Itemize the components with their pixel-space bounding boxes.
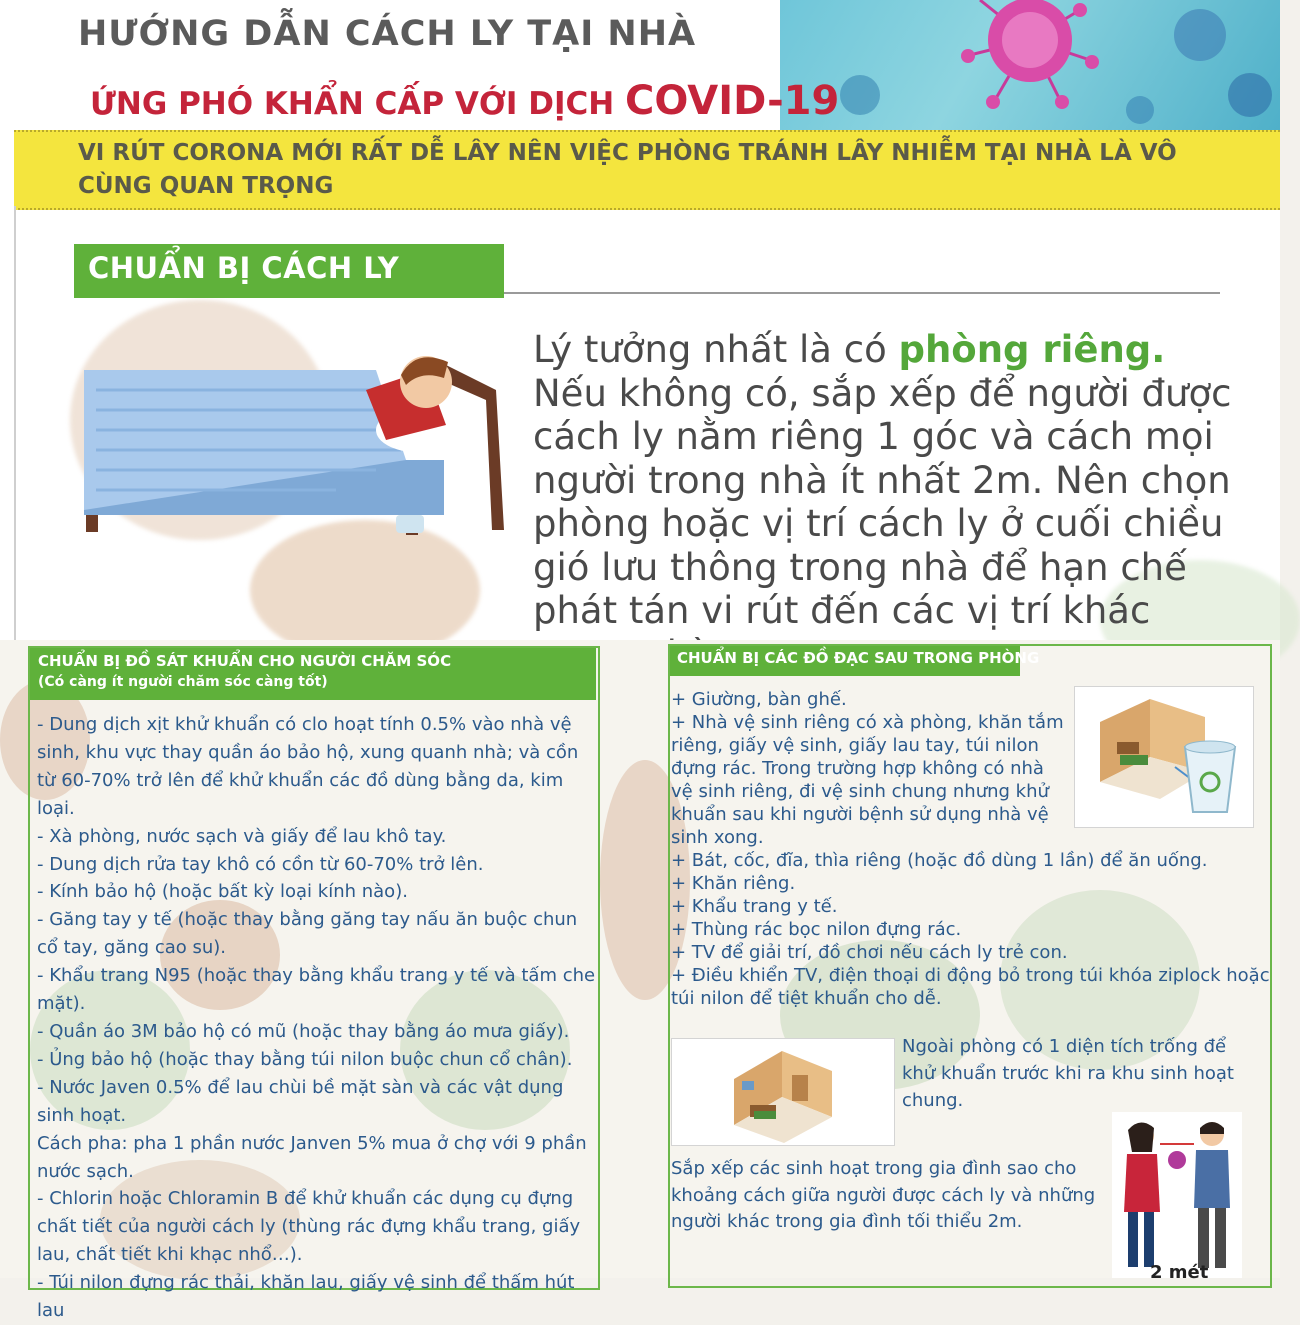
room-heading: CHUẨN BỊ CÁC ĐỒ ĐẠC SAU TRONG PHÒNG	[677, 649, 1040, 667]
coronavirus-icon	[780, 0, 1280, 130]
subtitle-covid: COVID-19	[625, 78, 840, 124]
list-item: - Kính bảo hộ (hoặc bất kỳ loại kính nào).	[37, 881, 408, 903]
distance-label: 2 mét	[1150, 1262, 1209, 1283]
list-item: - Nước Javen 0.5% để lau chùi bề mặt sàn và các vật dụng sinh hoạt.	[37, 1076, 564, 1126]
list-item: + Điều khiển TV, điện thoại di động bỏ trong túi khóa ziplock hoặc túi nilon để tiệt khuẩn cho dễ.	[671, 965, 1270, 1009]
page-subtitle	[90, 78, 839, 124]
list-item: - Túi nilon đựng rác thải, khăn lau, giấy vệ sinh để thấm hút lau	[37, 1272, 575, 1322]
paragraph-highlight: phòng riêng.	[898, 328, 1166, 371]
list-item: - Quần áo 3M bảo hộ có mũ (hoặc thay bằng áo mưa giấy).	[37, 1020, 570, 1042]
list-item: Cách pha: pha 1 phần nước Janven 5% mua ở chợ với 9 phần nước sạch.	[37, 1132, 587, 1182]
list-item: + TV để giải trí, đồ chơi nếu cách ly trẻ con.	[671, 942, 1068, 963]
distance-note: Sắp xếp các sinh hoạt trong gia đình sao cho khoảng cách giữa người được cách ly và những người khác trong gia đình tối thiểu 2m.	[671, 1158, 1096, 1232]
paragraph-text: Nếu không có, sắp xếp để người được cách ly nằm riêng 1 góc và cách mọi người trong nhà ít nhất 2m. Nên chọn phòng hoặc vị trí cách ly ở cuối chiều gió lưu thông trong nhà để hạn chế phát tán vi rút đến các vị trí khác	[533, 371, 1232, 632]
banner-text: VI RÚT CORONA MỚI RẤT DỄ LÂY NÊN VIỆC PHÒNG TRÁNH LÂY NHIỄM TẠI NHÀ LÀ VÔ CÙNG QUAN TRỌNG	[78, 140, 1177, 199]
section-heading: CHUẨN BỊ CÁCH LY	[88, 251, 400, 285]
list-item: + Thùng rác bọc nilon đựng rác.	[671, 919, 962, 940]
list-item: - Khẩu trang N95 (hoặc thay bằng khẩu trang y tế và tấm che mặt).	[37, 965, 596, 1015]
virus-illustration	[780, 0, 1280, 130]
social-distance-illustration	[1112, 1112, 1242, 1278]
list-item: + Khẩu trang y tế.	[671, 896, 838, 917]
outside-room-note: Ngoài phòng có 1 diện tích trống để khử khuẩn trước khi ra khu sinh hoạt chung.	[902, 1036, 1234, 1111]
patient-in-bed-illustration	[76, 330, 516, 550]
subtitle-prefix: ỨNG PHÓ KHẨN CẤP VỚI DỊCH	[90, 86, 625, 122]
list-item: - Xà phòng, nước sạch và giấy để lau khô tay.	[37, 825, 447, 847]
preparation-paragraph	[533, 328, 1233, 676]
divider	[504, 292, 1220, 294]
list-item: + Giường, bàn ghế.	[671, 689, 847, 710]
list-item: - Ủng bảo hộ (hoặc thay bằng túi nilon buộc chun cổ chân).	[37, 1048, 573, 1070]
disinfection-heading: CHUẨN BỊ ĐỒ SÁT KHUẨN CHO NGƯỜI CHĂM SÓC	[38, 652, 452, 670]
paragraph-text: Lý tưởng nhất là có	[533, 328, 899, 371]
bathroom-illustration	[1074, 686, 1254, 828]
poster-top	[0, 0, 1280, 640]
list-item: + Nhà vệ sinh riêng có xà phòng, khăn tắm riêng, giấy vệ sinh, giấy lau tay, túi nilon đựng rác. Trong trường hợp không có nhà vệ sinh riêng, đi vệ sinh chung nhưng khử khuẩn sau khi người bệnh sử dụng nhà vệ sinh xong.	[671, 712, 1064, 848]
list-item: - Dung dịch xịt khử khuẩn có clo hoạt tính 0.5% vào nhà vệ sinh, khu vực thay quần áo bảo hộ, xung quanh nhà; và cồn từ 60-70% trở lên để khử khuẩn các đồ dùng bằng da, kim loại.	[37, 714, 579, 819]
divider	[14, 206, 16, 640]
disinfection-subheading: (Có càng ít người chăm sóc càng tốt)	[38, 674, 328, 690]
list-item: + Khăn riêng.	[671, 873, 796, 894]
list-item: - Găng tay y tế (hoặc thay bằng găng tay nấu ăn buộc chun cổ tay, găng cao su).	[37, 909, 578, 959]
disinfection-list	[37, 711, 597, 1325]
list-item: + Bát, cốc, đĩa, thìa riêng (hoặc đồ dùng 1 lần) để ăn uống.	[671, 850, 1208, 871]
room-illustration	[671, 1038, 895, 1146]
page-title: HƯỚNG DẪN CÁCH LY TẠI NHÀ	[78, 14, 697, 54]
list-item: - Dung dịch rửa tay khô có cồn từ 60-70% trở lên.	[37, 853, 484, 875]
list-item: - Chlorin hoặc Chloramin B để khử khuẩn các dụng cụ đựng chất tiết của người cách ly (thùng rác đựng khẩu trang, giấy lau, chất tiết khi khạc nhổ…).	[37, 1188, 581, 1266]
